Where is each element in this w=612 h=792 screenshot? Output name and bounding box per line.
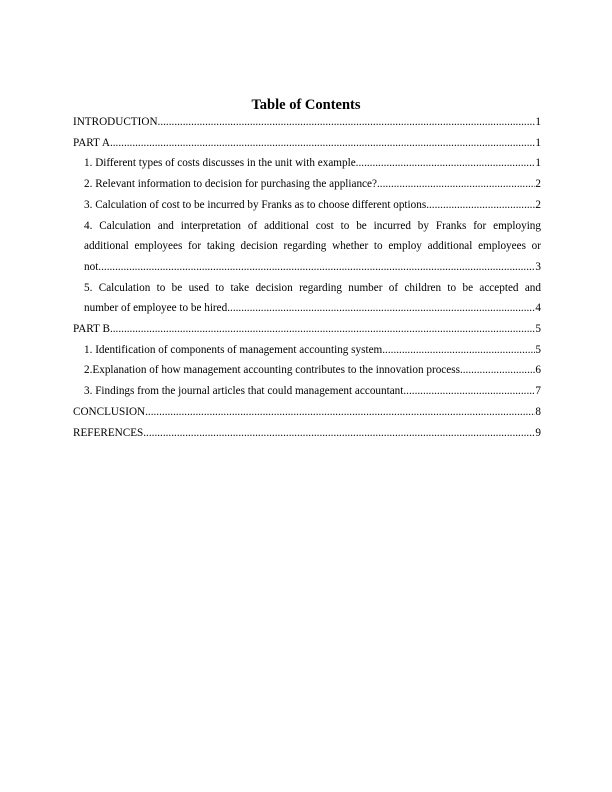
- toc-entry-part-b[interactable]: [73, 319, 541, 340]
- toc-title: Table of Contents: [251, 97, 361, 113]
- toc-entry-label: PART B: [73, 323, 110, 336]
- toc-entry-introduction[interactable]: [73, 112, 541, 133]
- dot-leader: [403, 381, 535, 402]
- toc-entry-page: 6: [535, 364, 541, 377]
- toc-entry-conclusion[interactable]: [73, 402, 541, 423]
- toc-entry-a3[interactable]: [73, 195, 541, 216]
- toc-entry-references[interactable]: [73, 423, 541, 444]
- toc-entry-last-line: [84, 298, 541, 319]
- dot-leader: [426, 195, 535, 216]
- toc-entry-label: 2. Relevant information to decision for purchasing the appliance?: [84, 178, 377, 191]
- dot-leader: [356, 153, 536, 174]
- toc-entry-label: 3. Calculation of cost to be incurred by Franks as to choose different options: [84, 198, 427, 211]
- toc-entry-label: CONCLUSION: [73, 405, 146, 418]
- toc-entry-line: 4. Calculation and interpretation of additional cost to be incurred by Franks for employing: [84, 219, 541, 232]
- dot-leader: [227, 298, 535, 319]
- toc-entry-page: 2: [535, 178, 541, 191]
- dot-leader: [382, 340, 535, 361]
- dot-leader: [110, 133, 535, 154]
- toc-entry-label: not: [84, 260, 99, 273]
- dot-leader: [377, 174, 535, 195]
- toc-entry-page: 1: [535, 157, 541, 170]
- dot-leader: [143, 423, 535, 444]
- dot-leader: [145, 402, 535, 423]
- dot-leader: [460, 360, 535, 381]
- dot-leader: [158, 112, 536, 133]
- toc-entry-page: 3: [535, 260, 541, 273]
- toc-entry-label: INTRODUCTION: [73, 116, 158, 128]
- toc-entry-part-a[interactable]: [73, 133, 541, 154]
- toc-entry-a5[interactable]: [73, 278, 541, 319]
- toc-entry-page: 5: [535, 343, 541, 356]
- toc-entry-label: 3. Findings from the journal articles that could management accountant: [84, 385, 404, 398]
- toc-entry-last-line: [84, 257, 541, 278]
- table-of-contents: [73, 112, 541, 443]
- toc-entry-label: 1. Different types of costs discusses in the unit with example: [84, 157, 356, 170]
- toc-entry-page: 8: [535, 405, 541, 418]
- toc-entry-page: 7: [535, 385, 541, 398]
- toc-entry-label: number of employee to be hired: [84, 302, 228, 315]
- toc-entry-label: REFERENCES: [73, 426, 144, 439]
- toc-entry-line: additional employees for taking decision regarding whether to employ additional employees or: [84, 240, 541, 253]
- toc-entry-a2[interactable]: [73, 174, 541, 195]
- toc-entry-a1[interactable]: [73, 153, 541, 174]
- toc-entry-line: 5. Calculation to be used to take decision regarding number of children to be accepted and: [84, 281, 541, 294]
- toc-entry-page: 9: [535, 426, 541, 439]
- toc-entry-label: 2.Explanation of how management accounting contributes to the innovation process: [84, 364, 460, 377]
- toc-entry-b3[interactable]: [73, 381, 541, 402]
- toc-entry-page: 5: [535, 323, 541, 336]
- toc-entry-page: 4: [535, 302, 541, 315]
- toc-entry-a4[interactable]: [73, 216, 541, 278]
- toc-entry-b2[interactable]: [73, 360, 541, 381]
- dot-leader: [98, 257, 535, 278]
- toc-entry-page: 2: [535, 198, 541, 211]
- toc-entry-label: 1. Identification of components of management accounting system: [84, 343, 383, 356]
- toc-entry-label: PART A: [73, 136, 110, 149]
- dot-leader: [110, 319, 535, 340]
- toc-entry-page: 1: [535, 136, 541, 149]
- toc-entry-b1[interactable]: [73, 340, 541, 361]
- toc-entry-page: 1: [535, 116, 541, 128]
